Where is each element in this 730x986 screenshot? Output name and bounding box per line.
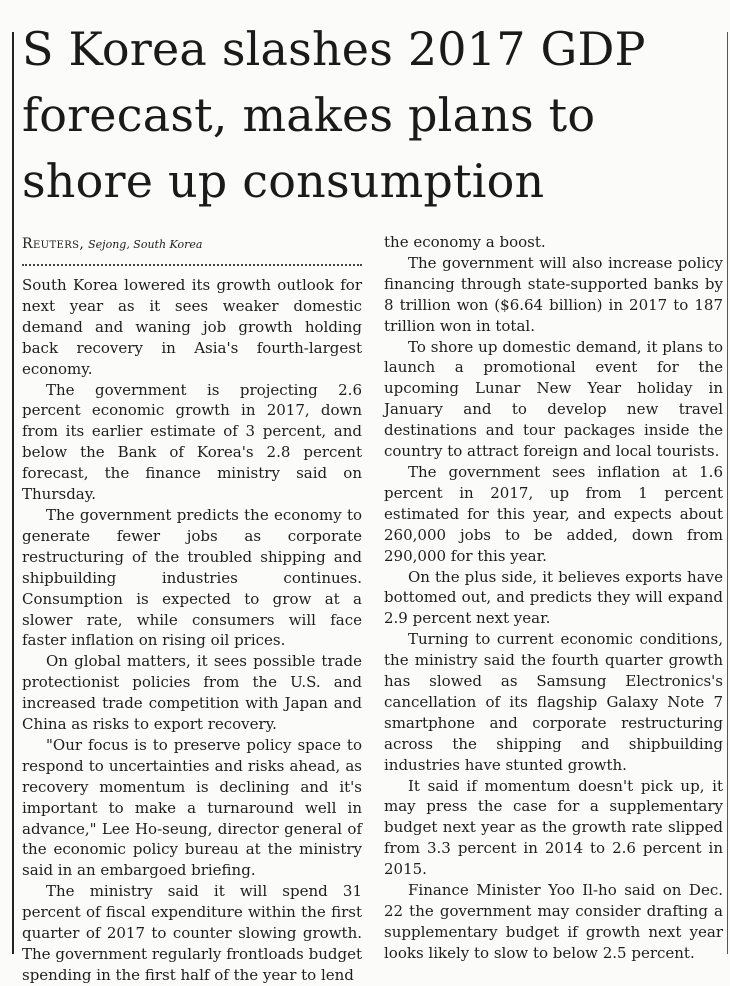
paragraph: The government will also increase policy financing through state-supported banks by 8 trillion won ($6.64 billion) in 2017 to 187 trillion won in total. [384, 253, 723, 335]
article-column-left [22, 275, 362, 986]
paragraph: On the plus side, it believes exports have bottomed out, and predicts they will expand 2.9 percent next year. [384, 567, 723, 628]
paragraph: To shore up domestic demand, it plans to launch a promotional event for the upcoming Lunar New Year holiday in January and to develop new travel destinations and tour packages inside the country to attract foreign and local tourists. [384, 337, 723, 461]
paragraph: The government predicts the economy to generate fewer jobs as corporate restructuring of the troubled shipping and shipbuilding industries continues. Consumption is expected to grow at a slower rate, while consumers will face faster inflation on rising oil prices. [22, 505, 362, 650]
paragraph: "Our focus is to preserve policy space to respond to uncertainties and risks ahead, as recovery momentum is declining and it's important to make a turnaround well in advance," Lee Ho-seung, director general of the economic policy bureau at the ministry said in an embargoed briefing. [22, 735, 362, 880]
paragraph: Finance Minister Yoo Il-ho said on Dec. 22 the government may consider drafting a supplementary budget if growth next year looks likely to slow to below 2.5 percent. [384, 881, 723, 962]
paragraph: Turning to current economic conditions, the ministry said the fourth quarter growth has slowed as Samsung Electronics's cancellation of its flagship Galaxy Note 7 smartphone and corporate restructuring across the shipping and shipbuilding industries have stunted growth. [384, 630, 723, 774]
byline-dotted-rule [22, 264, 362, 266]
left-column-rule [12, 32, 14, 954]
right-column-rule [727, 32, 728, 954]
paragraph-continued: the economy a boost. [384, 233, 546, 251]
paragraph: The government sees inflation at 1.6 percent in 2017, up from 1 percent estimated for this year, and expects about 260,000 jobs to be added, down from 290,000 for this year. [384, 462, 723, 565]
paragraph: The government is projecting 2.6 percent economic growth in 2017, down from its earlier estimate of 3 percent, and below the Bank of Korea's 2.8 percent forecast, the finance ministry said on Thursday. [22, 380, 362, 504]
byline-agency: Reuters, [22, 236, 85, 252]
byline [22, 236, 367, 253]
paragraph: On global matters, it sees possible trade protectionist policies from the U.S. and increased trade competition with Japan and China as risks to export recovery. [22, 652, 362, 734]
byline-place: Sejong, South Korea [88, 238, 203, 251]
paragraph: It said if momentum doesn't pick up, it may press the case for a supplementary budget next year as the growth rate slipped from 3.3 percent in 2014 to 2.6 percent in 2015. [384, 776, 723, 879]
paragraph: The ministry said it will spend 31 percent of fiscal expenditure within the first quarter of 2017 to counter slowing growth. The government regularly frontloads budget spending in the first half of the year to lend [22, 882, 362, 984]
article-headline: S Korea slashes 2017 GDP forecast, makes plans to shore up consumption [22, 22, 646, 208]
paragraph-lead: South Korea lowered its growth outlook for next year as it sees weaker domestic demand and waning job growth holding back recovery in Asia's fourth-largest economy. [22, 276, 362, 378]
article-column-right [384, 232, 723, 964]
